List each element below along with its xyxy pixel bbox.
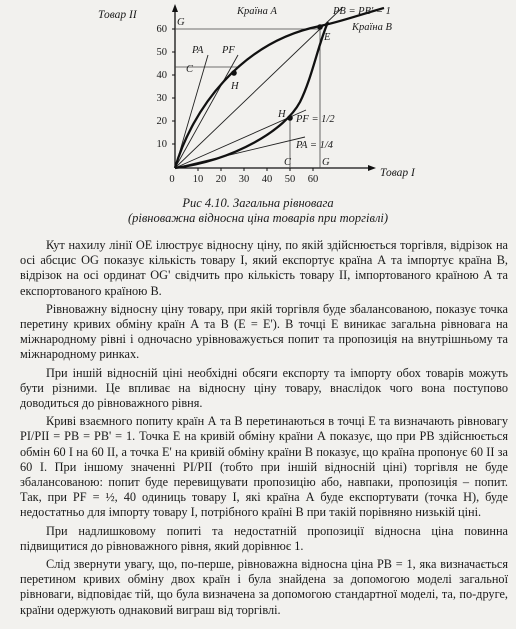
x-tick-50: 50 <box>284 174 296 185</box>
point-h-lower <box>287 115 293 121</box>
y-tick-50: 50 <box>156 47 167 58</box>
label-g-top: G <box>177 17 185 28</box>
label-pf-half: PF = 1/2 <box>296 114 335 125</box>
label-pf-upper: PF <box>222 45 235 56</box>
point-h-upper <box>231 70 237 76</box>
y-axis-arrow <box>172 4 178 12</box>
ray-pf-upper <box>175 55 238 168</box>
paragraph: При надлишковому попиті та недостатній пропозиції відносна ціна повинна підвищитися до рівноважного рівня, який дорівнює 1. <box>20 523 508 553</box>
label-country-b: Країна В <box>352 22 392 33</box>
figure-caption-title: Рис 4.10. Загальна рівновага <box>182 196 334 210</box>
x-tick-40: 40 <box>261 174 273 185</box>
label-c-left: C <box>186 64 194 75</box>
y-tick-20: 20 <box>156 116 167 127</box>
y-axis-label: Товар II <box>98 9 137 21</box>
y-tick-60: 60 <box>156 24 167 35</box>
paragraph: Слід звернути увагу, що, по-перше, рівноважна відносна ціна PB = 1, яка визначається перетином кривих обміну двох країн і була знайдена за допомогою моделі загальної рівноваги, відповідає тій, що була визначена за допомогою стандартної моделі, та, по-друге, країни одержують однаковий виграш від торгівлі. <box>20 557 508 617</box>
label-e: E <box>324 32 331 43</box>
label-h-lower: H <box>278 109 286 120</box>
figure-caption-subtitle: (рівноважна відносна ціна товарів при торгівлі) <box>127 211 389 225</box>
x-tick-0: 0 <box>169 174 175 185</box>
x-tick-10: 10 <box>192 174 204 185</box>
point-e <box>317 24 323 30</box>
label-pa-quarter: PA = 1/4 <box>296 140 334 151</box>
paragraph: Криві взаємного попиту країн А та В перетинаються в точці Е та визначають рівновагу PI/PII = PB = PB' = 1. Точка Е на кривій обміну країни А показує, що при PB здійснюється обмін 60 І на 60 ІІ, а точка Е' на кривій обміну країни В показує, що країна пропонує 60 ІІ за 60 І. При іншому значенні PI/PII (тобто при іншій відносній ціні) торгівля не буде збалансованою: попит буде перевищувати пропозицію або, навпаки, пропозиція – попит. Так, при PF = ½, 40 одиниць товару І, які країна А буде експортувати (точка H), буде недостатньо для імпорту товару І, потрібного країні В при такій порівняно низькій ціні. <box>20 414 508 520</box>
general-equilibrium-figure <box>0 0 516 200</box>
y-tick-30: 30 <box>156 93 167 104</box>
label-pb-equilibrium: PB = PB' = 1 <box>333 6 391 17</box>
x-tick-30: 30 <box>238 174 250 185</box>
label-g-bottom: G <box>322 157 330 168</box>
x-tick-60: 60 <box>307 174 319 185</box>
x-tick-20: 20 <box>215 174 227 185</box>
paragraph: Рівноважну відносну ціну товару, при якій торгівля буде збалансованою, показує точка перетину кривих обміну країн А та В (E = E'). В точці Е виникає загальна рівновага на міжнародному рівні і одночасно урівноважується попит та пропозиція на внутрішньому та міжнародному ринках. <box>20 301 508 362</box>
body-text <box>20 238 508 621</box>
x-axis-arrow <box>368 165 376 171</box>
label-country-a: Країна А <box>237 6 277 17</box>
paragraph: При іншій відносній ціні необхідні обсяги експорту та імпорту обох товарів можуть бути різними. Це впливає на відносну ціну товару, внаслідок чого вона поступово доводиться до рівноважного рівня. <box>20 365 508 411</box>
y-tick-40: 40 <box>156 70 167 81</box>
x-axis-label: Товар І <box>380 167 415 179</box>
label-pa-upper: PA <box>192 45 204 56</box>
label-c-bottom: C <box>284 157 292 168</box>
y-tick-10: 10 <box>156 139 167 150</box>
paragraph: Кут нахилу лінії OE ілюструє відносну ціну, по якій здійснюється торгівля, відрізок на осі абсцис OG показує кількість товару І, який експортує країна А та імпортує країна В, відрізок на осі ординат OG' свідчить про кількість товару ІІ, імпортованого країною А та експортованого країною В. <box>20 238 508 298</box>
label-h-upper: H <box>231 81 239 92</box>
